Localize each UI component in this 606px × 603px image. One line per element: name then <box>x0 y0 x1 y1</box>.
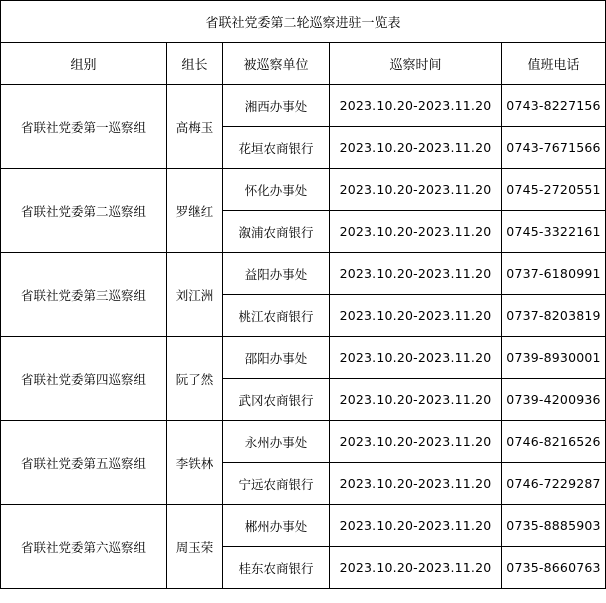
leader-cell: 李铁林 <box>167 421 223 505</box>
phone-cell: 0739-4200936 <box>502 379 606 421</box>
table-row <box>1 85 606 127</box>
phone-cell: 0745-2720551 <box>502 169 606 211</box>
unit-cell: 永州办事处 <box>223 421 330 463</box>
group-name-cell: 省联社党委第五巡察组 <box>1 421 167 505</box>
unit-cell: 花垣农商银行 <box>223 127 330 169</box>
time-cell: 2023.10.20-2023.11.20 <box>330 547 502 589</box>
unit-cell: 宁远农商银行 <box>223 463 330 505</box>
leader-cell: 刘江洲 <box>167 253 223 337</box>
time-cell: 2023.10.20-2023.11.20 <box>330 463 502 505</box>
phone-cell: 0737-6180991 <box>502 253 606 295</box>
group-name-cell: 省联社党委第二巡察组 <box>1 169 167 253</box>
time-cell: 2023.10.20-2023.11.20 <box>330 421 502 463</box>
phone-cell: 0745-3322161 <box>502 211 606 253</box>
header-leader: 组长 <box>167 43 223 85</box>
leader-cell: 阮了然 <box>167 337 223 421</box>
table-row <box>1 505 606 547</box>
header-time: 巡察时间 <box>330 43 502 85</box>
unit-cell: 郴州办事处 <box>223 505 330 547</box>
table-body <box>1 85 606 589</box>
time-cell: 2023.10.20-2023.11.20 <box>330 337 502 379</box>
unit-cell: 武冈农商银行 <box>223 379 330 421</box>
table-title: 省联社党委第二轮巡察进驻一览表 <box>1 1 606 43</box>
time-cell: 2023.10.20-2023.11.20 <box>330 127 502 169</box>
time-cell: 2023.10.20-2023.11.20 <box>330 253 502 295</box>
phone-cell: 0737-8203819 <box>502 295 606 337</box>
phone-cell: 0743-8227156 <box>502 85 606 127</box>
unit-cell: 桃江农商银行 <box>223 295 330 337</box>
table-row <box>1 253 606 295</box>
table-row <box>1 337 606 379</box>
header-row <box>1 43 606 85</box>
leader-cell: 周玉荣 <box>167 505 223 589</box>
time-cell: 2023.10.20-2023.11.20 <box>330 505 502 547</box>
unit-cell: 溆浦农商银行 <box>223 211 330 253</box>
unit-cell: 湘西办事处 <box>223 85 330 127</box>
group-name-cell: 省联社党委第三巡察组 <box>1 253 167 337</box>
header-phone: 值班电话 <box>502 43 606 85</box>
leader-cell: 高梅玉 <box>167 85 223 169</box>
unit-cell: 益阳办事处 <box>223 253 330 295</box>
phone-cell: 0735-8660763 <box>502 547 606 589</box>
unit-cell: 桂东农商银行 <box>223 547 330 589</box>
unit-cell: 邵阳办事处 <box>223 337 330 379</box>
phone-cell: 0746-8216526 <box>502 421 606 463</box>
leader-cell: 罗继红 <box>167 169 223 253</box>
time-cell: 2023.10.20-2023.11.20 <box>330 379 502 421</box>
time-cell: 2023.10.20-2023.11.20 <box>330 211 502 253</box>
table-row <box>1 169 606 211</box>
group-name-cell: 省联社党委第一巡察组 <box>1 85 167 169</box>
header-unit: 被巡察单位 <box>223 43 330 85</box>
group-name-cell: 省联社党委第四巡察组 <box>1 337 167 421</box>
header-group: 组别 <box>1 43 167 85</box>
phone-cell: 0739-8930001 <box>502 337 606 379</box>
group-name-cell: 省联社党委第六巡察组 <box>1 505 167 589</box>
time-cell: 2023.10.20-2023.11.20 <box>330 85 502 127</box>
time-cell: 2023.10.20-2023.11.20 <box>330 295 502 337</box>
table-row <box>1 421 606 463</box>
unit-cell: 怀化办事处 <box>223 169 330 211</box>
phone-cell: 0743-7671566 <box>502 127 606 169</box>
time-cell: 2023.10.20-2023.11.20 <box>330 169 502 211</box>
phone-cell: 0746-7229287 <box>502 463 606 505</box>
phone-cell: 0735-8885903 <box>502 505 606 547</box>
